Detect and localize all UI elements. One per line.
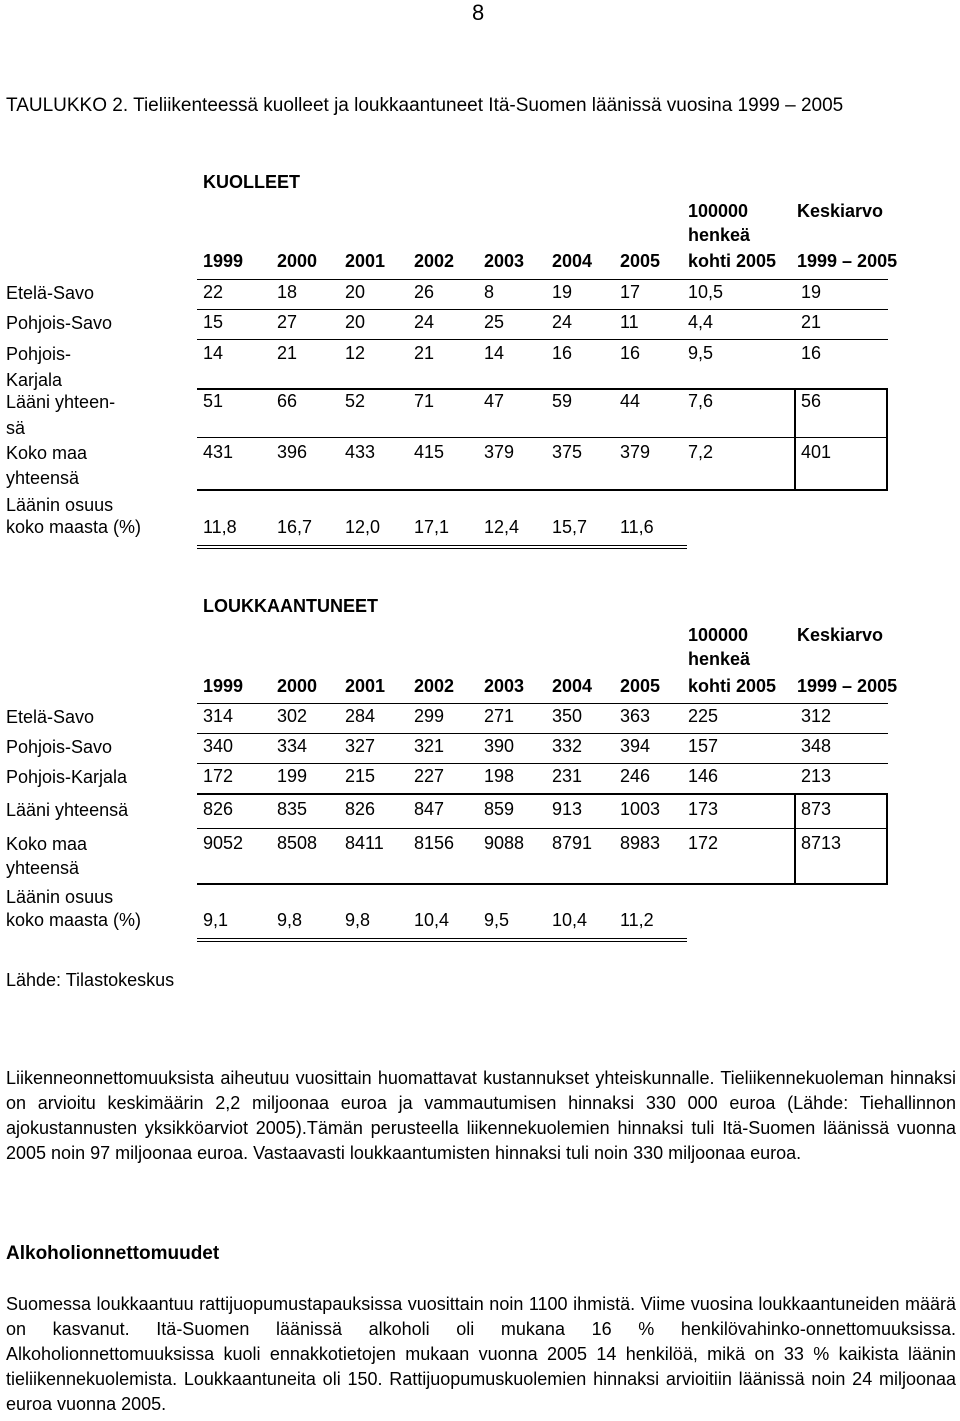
row-label: Koko maa (6, 443, 88, 463)
share-value: 9,5 (484, 910, 510, 930)
table-cell: 348 (801, 736, 832, 756)
table-rule (197, 309, 888, 310)
share-value: 9,1 (203, 910, 229, 930)
table-cell: 913 (552, 799, 583, 819)
table-cell: 302 (277, 706, 308, 726)
table-cell: 56 (801, 391, 822, 411)
table-cell: 157 (688, 736, 719, 756)
table-cell: 16 (552, 343, 573, 363)
per-100k-header: kohti 2005 (688, 676, 777, 696)
row-label: yhteensä (6, 468, 80, 488)
table-cell: 390 (484, 736, 515, 756)
table-cell: 26 (414, 282, 435, 302)
table-cell: 44 (620, 391, 641, 411)
table-cell: 284 (345, 706, 376, 726)
table-cell: 59 (552, 391, 573, 411)
table-cell: 847 (414, 799, 445, 819)
row-label: Lääni yhteen- (6, 392, 116, 412)
table-rule (197, 828, 888, 829)
share-value: 11,8 (203, 517, 237, 537)
table-cell: 24 (414, 312, 435, 332)
average-header: Keskiarvo (797, 201, 884, 221)
table-cell: 21 (801, 312, 822, 332)
average-header: 1999 – 2005 (797, 251, 898, 271)
table-cell: 340 (203, 736, 234, 756)
table-rule (197, 703, 888, 704)
year-header: 1999 (203, 251, 244, 271)
table-rule (197, 763, 888, 764)
table-rule (197, 733, 888, 734)
table-cell: 415 (414, 442, 445, 462)
table-cell: 17 (620, 282, 641, 302)
table-cell: 15 (203, 312, 224, 332)
year-header: 2000 (277, 251, 318, 271)
share-value: 9,8 (277, 910, 303, 930)
row-label: Pohjois- (6, 344, 72, 364)
table-cell: 8713 (801, 833, 842, 853)
year-header: 2002 (414, 251, 455, 271)
table-cell: 826 (345, 799, 376, 819)
table-cell: 401 (801, 442, 832, 462)
section-heading: Alkoholionnettomuudet (6, 1243, 220, 1264)
table-cell: 24 (552, 312, 573, 332)
table-cell: 246 (620, 766, 651, 786)
table-cell: 321 (414, 736, 445, 756)
year-header: 2005 (620, 251, 661, 271)
per-100k-header: 100000 (688, 201, 749, 221)
table-cell: 231 (552, 766, 583, 786)
table-title: TAULUKKO 2. Tieliikenteessä kuolleet ja loukkaantuneet Itä-Suomen läänissä vuosina 1999 – 2005 (6, 95, 844, 116)
year-header: 2004 (552, 251, 593, 271)
table-cell: 172 (203, 766, 234, 786)
row-label: Koko maa (6, 834, 88, 854)
table-cell: 350 (552, 706, 583, 726)
average-header: Keskiarvo (797, 625, 884, 645)
table-cell: 327 (345, 736, 376, 756)
table-cell: 334 (277, 736, 308, 756)
per-100k-header: 100000 (688, 625, 749, 645)
table-cell: 198 (484, 766, 515, 786)
row-label: Pohjois-Savo (6, 737, 113, 757)
table-cell: 11 (620, 312, 639, 332)
share-label: koko maasta (%) (6, 910, 142, 930)
table-cell: 146 (688, 766, 719, 786)
table-cell: 21 (414, 343, 435, 363)
table-cell: 9,5 (688, 343, 714, 363)
table-box-edge (886, 388, 888, 489)
table-cell: 4,4 (688, 312, 714, 332)
share-value: 10,4 (414, 910, 450, 930)
alcohol-paragraph: Suomessa loukkaantuu rattijuopumustapauksissa vuosittain noin 1100 ihmistä. Viime vuosina loukkaantuneiden määrä on kasvanut. Itä-Suomen läänissä alkoholi oli mukana 16 % henkilövahinko-onnettomuuksissa. Alkoholionnettomuuksissa kuoli ennakkotietojen mukaan vuonna 2005 14 henkilöä, mikä on 33 % kaikista läänin tieliikennekuolemista. Loukkaantuneita oli 150. Rattijuopumuskuolemien hinnaksi arvioitiin läänissä noin 24 miljoonaa euroa vuonna 2005. (6, 1294, 956, 1414)
table-cell: 396 (277, 442, 308, 462)
table-cell: 21 (277, 343, 298, 363)
table-cell: 14 (484, 343, 505, 363)
table-cell: 173 (688, 799, 719, 819)
row-label: Karjala (6, 370, 63, 390)
share-value: 11,6 (620, 517, 654, 537)
row-label: Pohjois-Karjala (6, 767, 128, 787)
row-label: sä (6, 418, 26, 438)
year-header: 2001 (345, 251, 386, 271)
per-100k-header: kohti 2005 (688, 251, 777, 271)
table-cell: 375 (552, 442, 583, 462)
table-rule (197, 793, 888, 795)
table-box-edge (794, 793, 796, 883)
table-cell: 213 (801, 766, 832, 786)
row-label: Lääni yhteensä (6, 800, 129, 820)
table-rule (197, 388, 888, 390)
share-value: 16,7 (277, 517, 313, 537)
table-cell: 433 (345, 442, 376, 462)
share-value: 9,8 (345, 910, 371, 930)
table-cell: 8791 (552, 833, 593, 853)
table-rule (197, 339, 888, 340)
table-cell: 9052 (203, 833, 244, 853)
table-cell: 363 (620, 706, 651, 726)
table-rule (197, 279, 888, 280)
year-header: 2005 (620, 676, 661, 696)
table-cell: 10,5 (688, 282, 724, 302)
row-label: Pohjois-Savo (6, 313, 113, 333)
table-cell: 22 (203, 282, 224, 302)
share-label: Läänin osuus (6, 887, 114, 907)
share-value: 12,0 (345, 517, 381, 537)
table-cell: 312 (801, 706, 832, 726)
table-cell: 199 (277, 766, 308, 786)
table-cell: 16 (801, 343, 822, 363)
table-cell: 1003 (620, 799, 661, 819)
table-cell: 299 (414, 706, 445, 726)
table-rule (197, 489, 888, 491)
table-cell: 9088 (484, 833, 525, 853)
table-cell: 20 (345, 312, 366, 332)
table-cell: 873 (801, 799, 832, 819)
table-cell: 8508 (277, 833, 318, 853)
table-cell: 225 (688, 706, 719, 726)
table-cell: 394 (620, 736, 651, 756)
table-cell: 19 (801, 282, 822, 302)
table-cell: 227 (414, 766, 445, 786)
table-cell: 215 (345, 766, 376, 786)
table-box-edge (886, 793, 888, 883)
table-cell: 314 (203, 706, 234, 726)
table-cell: 16 (620, 343, 641, 363)
row-label: Etelä-Savo (6, 283, 95, 303)
cost-paragraph: Liikenneonnettomuuksista aiheutuu vuosittain huomattavat kustannukset yhteiskunnalle. Tieliikennekuoleman hinnaksi on arvioitu keskimäärin 2,2 miljoonaa euroa ja vammautumisen hinnaksi 330 000 euroa (Lähde: Tiehallinnon ajokustannusten yksikköarviot 2005).Tämän perusteella liikennekuolemien hinnaksi tuli Itä-Suomen läänissä vuonna 2005 noin 97 miljoonaa euroa. Vastaavasti loukkaantumisten hinnaksi tuli noin 330 miljoonaa euroa. (6, 1068, 956, 1163)
table-cell: 379 (484, 442, 515, 462)
year-header: 2003 (484, 251, 525, 271)
average-header: 1999 – 2005 (797, 676, 898, 696)
table-cell: 14 (203, 343, 224, 363)
table-cell: 7,2 (688, 442, 714, 462)
table-cell: 271 (484, 706, 515, 726)
table-cell: 172 (688, 833, 719, 853)
table-cell: 71 (414, 391, 435, 411)
table-cell: 379 (620, 442, 651, 462)
table-cell: 25 (484, 312, 505, 332)
table-cell: 8983 (620, 833, 661, 853)
year-header: 2000 (277, 676, 318, 696)
table-cell: 52 (345, 391, 366, 411)
year-header: 2003 (484, 676, 525, 696)
table-cell: 19 (552, 282, 573, 302)
table-cell: 51 (203, 391, 224, 411)
year-header: 1999 (203, 676, 244, 696)
share-value: 15,7 (552, 517, 588, 537)
table-cell: 8156 (414, 833, 455, 853)
table-cell: 8 (484, 282, 495, 302)
share-value: 17,1 (414, 517, 450, 537)
share-underline (197, 548, 687, 549)
table-cell: 27 (277, 312, 298, 332)
table-rule (197, 883, 888, 885)
year-header: 2002 (414, 676, 455, 696)
table-cell: 332 (552, 736, 583, 756)
page-number: 8 (472, 0, 485, 25)
table-cell: 8411 (345, 833, 384, 853)
per-100k-header: henkeä (688, 225, 751, 245)
share-value: 11,2 (620, 910, 654, 930)
table-cell: 20 (345, 282, 366, 302)
share-label: Läänin osuus (6, 495, 114, 515)
table-heading: KUOLLEET (203, 172, 300, 192)
table-cell: 859 (484, 799, 515, 819)
table-cell: 826 (203, 799, 234, 819)
share-underline (197, 941, 687, 942)
table-cell: 7,6 (688, 391, 714, 411)
table-cell: 18 (277, 282, 298, 302)
table-cell: 66 (277, 391, 298, 411)
year-header: 2004 (552, 676, 593, 696)
table-cell: 47 (484, 391, 505, 411)
share-underline (197, 545, 687, 546)
source-note: Lähde: Tilastokeskus (6, 970, 175, 990)
per-100k-header: henkeä (688, 649, 751, 669)
table-cell: 431 (203, 442, 234, 462)
share-value: 12,4 (484, 517, 520, 537)
row-label: yhteensä (6, 858, 80, 878)
table-cell: 12 (345, 343, 366, 363)
table-heading: LOUKKAANTUNEET (203, 596, 378, 616)
share-underline (197, 938, 687, 939)
table-box-edge (794, 388, 796, 489)
share-value: 10,4 (552, 910, 588, 930)
row-label: Etelä-Savo (6, 707, 95, 727)
table-cell: 835 (277, 799, 308, 819)
year-header: 2001 (345, 676, 386, 696)
share-label: koko maasta (%) (6, 517, 142, 537)
table-rule (197, 437, 888, 438)
